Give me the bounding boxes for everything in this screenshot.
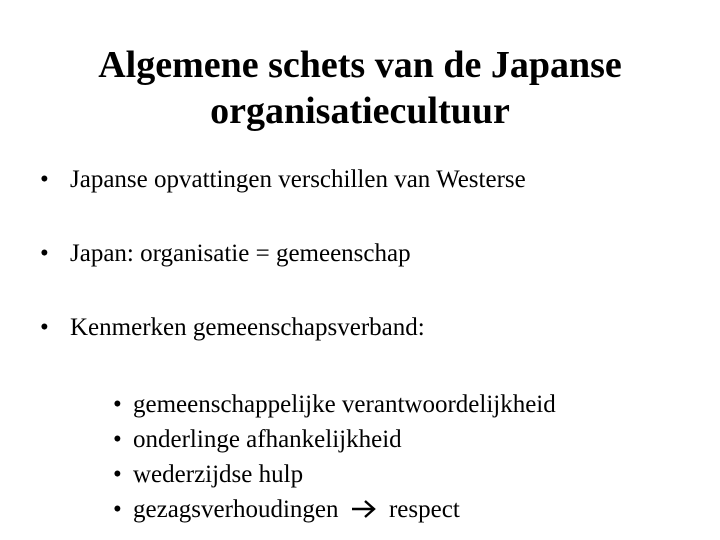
slide-title	[40, 42, 680, 134]
bullet-dot: •	[113, 496, 122, 523]
bullet-text: Japanse opvattingen verschillen van Westerse	[70, 166, 526, 193]
bullet-dot: •	[40, 240, 49, 267]
sub-bullet-text-before: gezagsverhoudingen	[133, 496, 339, 523]
sub-bullet-item	[113, 422, 556, 457]
bullet-dot: •	[40, 314, 49, 341]
sub-bullet-text-after: respect	[388, 496, 460, 523]
bullet-dot: •	[113, 461, 122, 488]
right-arrow-icon	[351, 499, 377, 519]
bullet-dot: •	[113, 426, 122, 453]
bullet-dot: •	[40, 166, 49, 193]
bullet-dot: •	[113, 391, 122, 418]
sub-bullet-item	[113, 457, 556, 492]
sub-bullet-text: onderlinge afhankelijkheid	[133, 426, 402, 453]
sub-bullet-item	[113, 387, 556, 422]
bullet-text: Kenmerken gemeenschapsverband:	[70, 314, 425, 341]
bullet-item	[40, 239, 411, 269]
title-line-1: Algemene schets van de Japanse	[98, 44, 622, 86]
title-line-2: organisatiecultuur	[210, 90, 510, 132]
sub-bullet-text: gemeenschappelijke verantwoordelijkheid	[133, 391, 556, 418]
bullet-item	[40, 165, 526, 195]
sub-bullet-list	[113, 387, 556, 527]
bullet-text: Japan: organisatie = gemeenschap	[70, 240, 411, 267]
bullet-item	[40, 313, 425, 343]
sub-bullet-text: wederzijdse hulp	[133, 461, 304, 488]
sub-bullet-item	[113, 492, 556, 527]
